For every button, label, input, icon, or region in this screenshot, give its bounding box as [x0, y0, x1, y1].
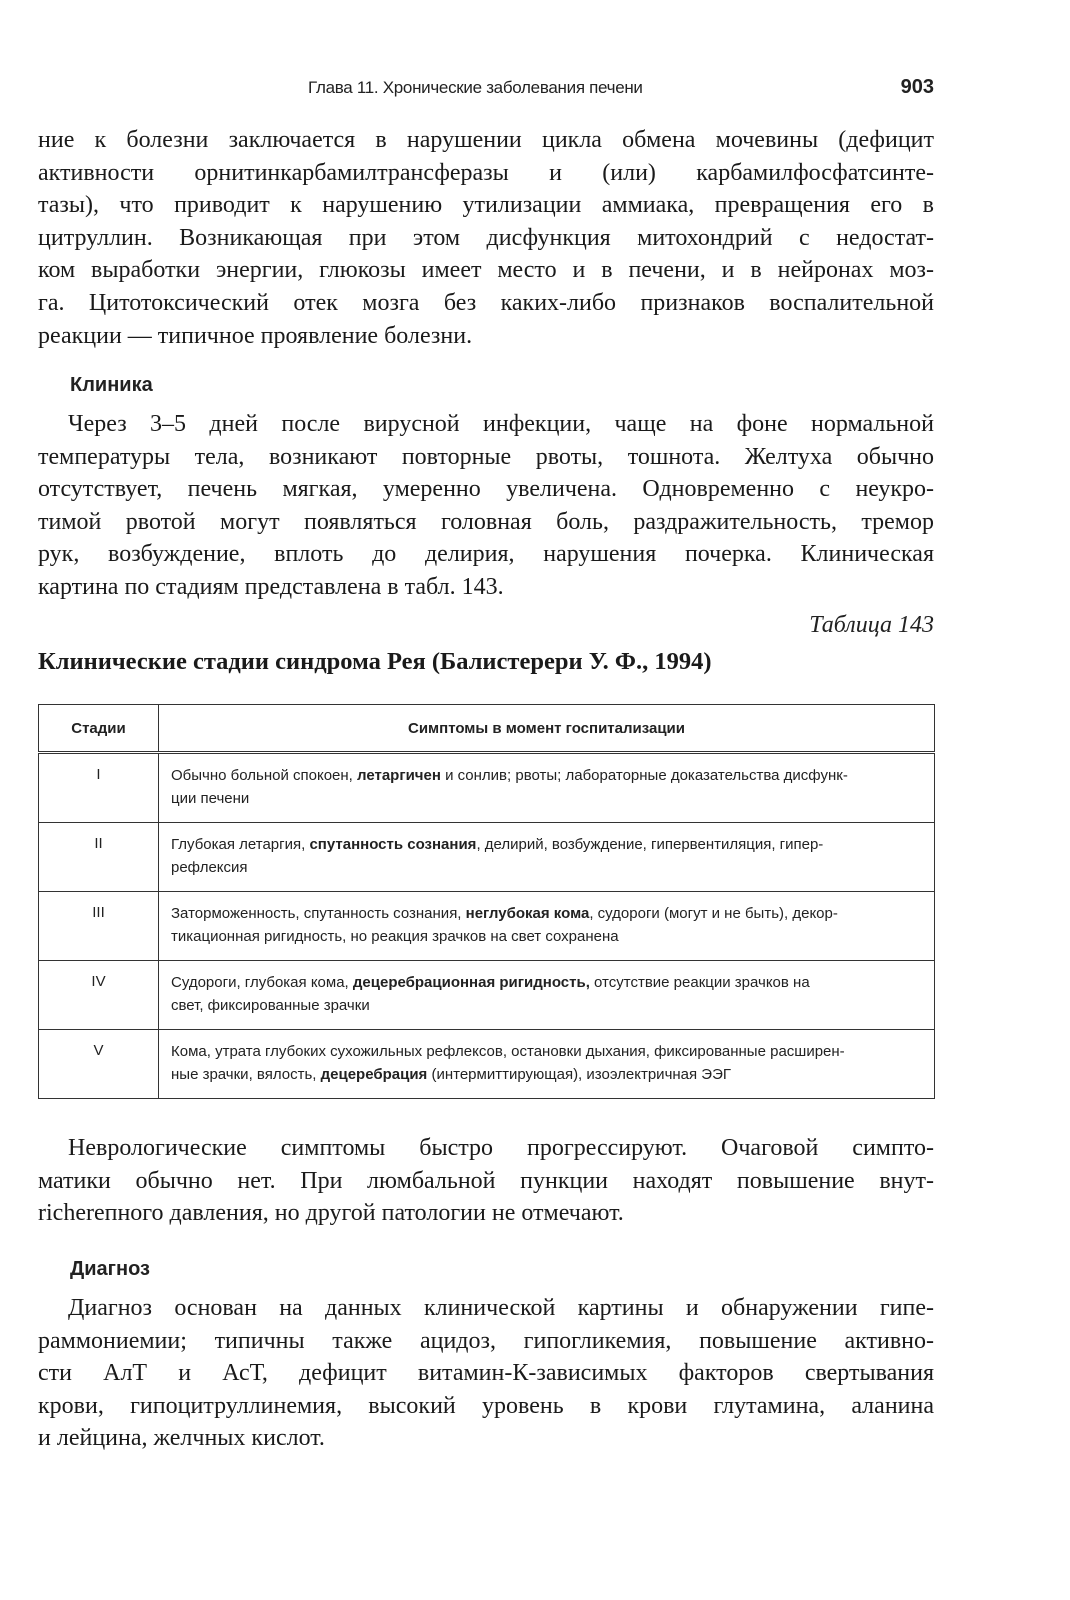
text-line: матики обычно нет. При люмбальной пункции находят повышение внут- — [38, 1167, 934, 1194]
running-header — [38, 76, 934, 104]
text-line: картина по стадиям представлена в табл. 143. — [38, 573, 504, 600]
symptom-text: (интермиттирующая), изоэлектричная ЭЭГ — [427, 1066, 731, 1083]
symptom-text: Судороги, глубокая кома, — [171, 974, 353, 991]
text-line: рук, возбуждение, вплоть до делирия, нарушения почерка. Клиническая — [38, 541, 934, 568]
symptom-text: Обычно больной спокоен, — [171, 767, 357, 784]
text-line: раммониемии; типичны также ацидоз, гипогликемия, повышение активно- — [38, 1327, 934, 1354]
table-row — [39, 961, 935, 1030]
stage-cell: I — [39, 753, 159, 823]
text-line: richerепного давления, но другой патологии не отмечают. — [38, 1200, 624, 1227]
symptom-text: и сонлив; рвоты; лабораторные доказательства дисфунк- — [440, 767, 848, 784]
text-line: Диагноз основан на данных клинической картины и обнаружении гипе- — [68, 1295, 934, 1321]
chapter-title: Глава 11. Хронические заболевания печени — [308, 78, 643, 97]
text-line: и лейцина, желчных кислот. — [38, 1425, 325, 1452]
section-heading-diagnosis: Диагноз — [70, 1258, 150, 1280]
stage-cell: IV — [39, 961, 159, 1030]
stage-cell: III — [39, 892, 159, 961]
table-row — [39, 1030, 935, 1099]
symptom-bold: неглубокая кома — [465, 905, 590, 922]
text-line: тимой рвотой могут появляться головная боль, раздражительность, тремор — [38, 508, 934, 535]
diagnosis-paragraph — [38, 1292, 934, 1455]
column-header-stage: Стадии — [39, 705, 159, 753]
symptoms-cell — [159, 1030, 935, 1099]
text-line: ние к болезни заключается в нарушении цикла обмена мочевины (дефицит — [38, 127, 934, 153]
symptom-bold: спутанность сознания — [309, 836, 477, 853]
symptom-text: отсутствие реакции зрачков на — [589, 974, 810, 991]
symptoms-cell — [159, 892, 935, 961]
text-line: га. Цитотоксический отек мозга без каких-либо признаков воспалительной — [38, 289, 934, 316]
symptom-bold: децеребрация — [320, 1066, 428, 1083]
table-row — [39, 823, 935, 892]
text-line: ком выработки энергии, глюкозы имеет место и в печени, и в нейронах моз- — [38, 257, 934, 284]
symptom-text: , делирий, возбуждение, гипервентиляция, гипер- — [476, 836, 824, 853]
text-line: Через 3–5 дней после вирусной инфекции, чаще на фоне нормальной — [68, 411, 934, 437]
stage-cell: II — [39, 823, 159, 892]
text-line: отсутствует, печень мягкая, умеренно увеличена. Одновременно с неукро- — [38, 476, 934, 503]
text-line: сти АлТ и АсТ, дефицит витамин-К-зависимых факторов свертывания — [38, 1360, 934, 1387]
symptom-text: ции печени — [171, 790, 250, 807]
text-line: реакции — типичное проявление болезни. — [38, 322, 473, 349]
symptom-bold: децеребрационная ригидность, — [352, 974, 590, 991]
symptom-text: , судороги (могут и не быть), декор- — [589, 905, 838, 922]
table-number: Таблица 143 — [809, 612, 934, 638]
text-line: активности орнитинкарбамилтрансферазы и (или) карбамилфосфатсинте- — [38, 159, 934, 186]
clinic-paragraph — [38, 408, 934, 604]
symptom-text: рефлексия — [171, 859, 248, 876]
stages-table — [38, 704, 935, 1099]
symptom-text: Кома, утрата глубоких сухожильных рефлексов, остановки дыхания, фиксированные расширен- — [171, 1043, 845, 1060]
text-line: тазы), что приводит к нарушению утилизации аммиака, превращения его в — [38, 192, 934, 219]
table-header-row — [39, 705, 935, 753]
intro-paragraph — [38, 124, 934, 352]
text-line: крови, гипоцитруллинемия, высокий уровень в крови глутамина, аланина — [38, 1392, 934, 1419]
text-line: Неврологические симптомы быстро прогрессируют. Очаговой симпто- — [68, 1135, 934, 1161]
section-heading-clinic: Клиника — [70, 374, 153, 396]
symptoms-cell — [159, 823, 935, 892]
neuro-paragraph — [38, 1132, 934, 1230]
stage-cell: V — [39, 1030, 159, 1099]
page-number: 903 — [900, 76, 934, 98]
symptom-text: Глубокая летаргия, — [171, 836, 310, 853]
symptoms-cell — [159, 753, 935, 823]
text-line: цитруллин. Возникающая при этом дисфункция митохондрий с недостат- — [38, 224, 934, 251]
symptom-text: Заторможенность, спутанность сознания, — [171, 905, 466, 922]
symptom-bold: летаргичен — [357, 767, 441, 784]
table-row — [39, 892, 935, 961]
text-line: температуры тела, возникают повторные рвоты, тошнота. Желтуха обычно — [38, 443, 934, 470]
symptoms-cell — [159, 961, 935, 1030]
table-caption: Клинические стадии синдрома Рея (Балистерери У. Ф., 1994) — [38, 648, 712, 675]
column-header-symptoms: Симптомы в момент госпитализации — [159, 705, 935, 753]
table-row — [39, 753, 935, 823]
symptom-text: ные зрачки, вялость, — [171, 1066, 321, 1083]
symptom-text: свет, фиксированные зрачки — [171, 997, 370, 1014]
symptom-text: тикационная ригидность, но реакция зрачков на свет сохранена — [171, 928, 619, 945]
